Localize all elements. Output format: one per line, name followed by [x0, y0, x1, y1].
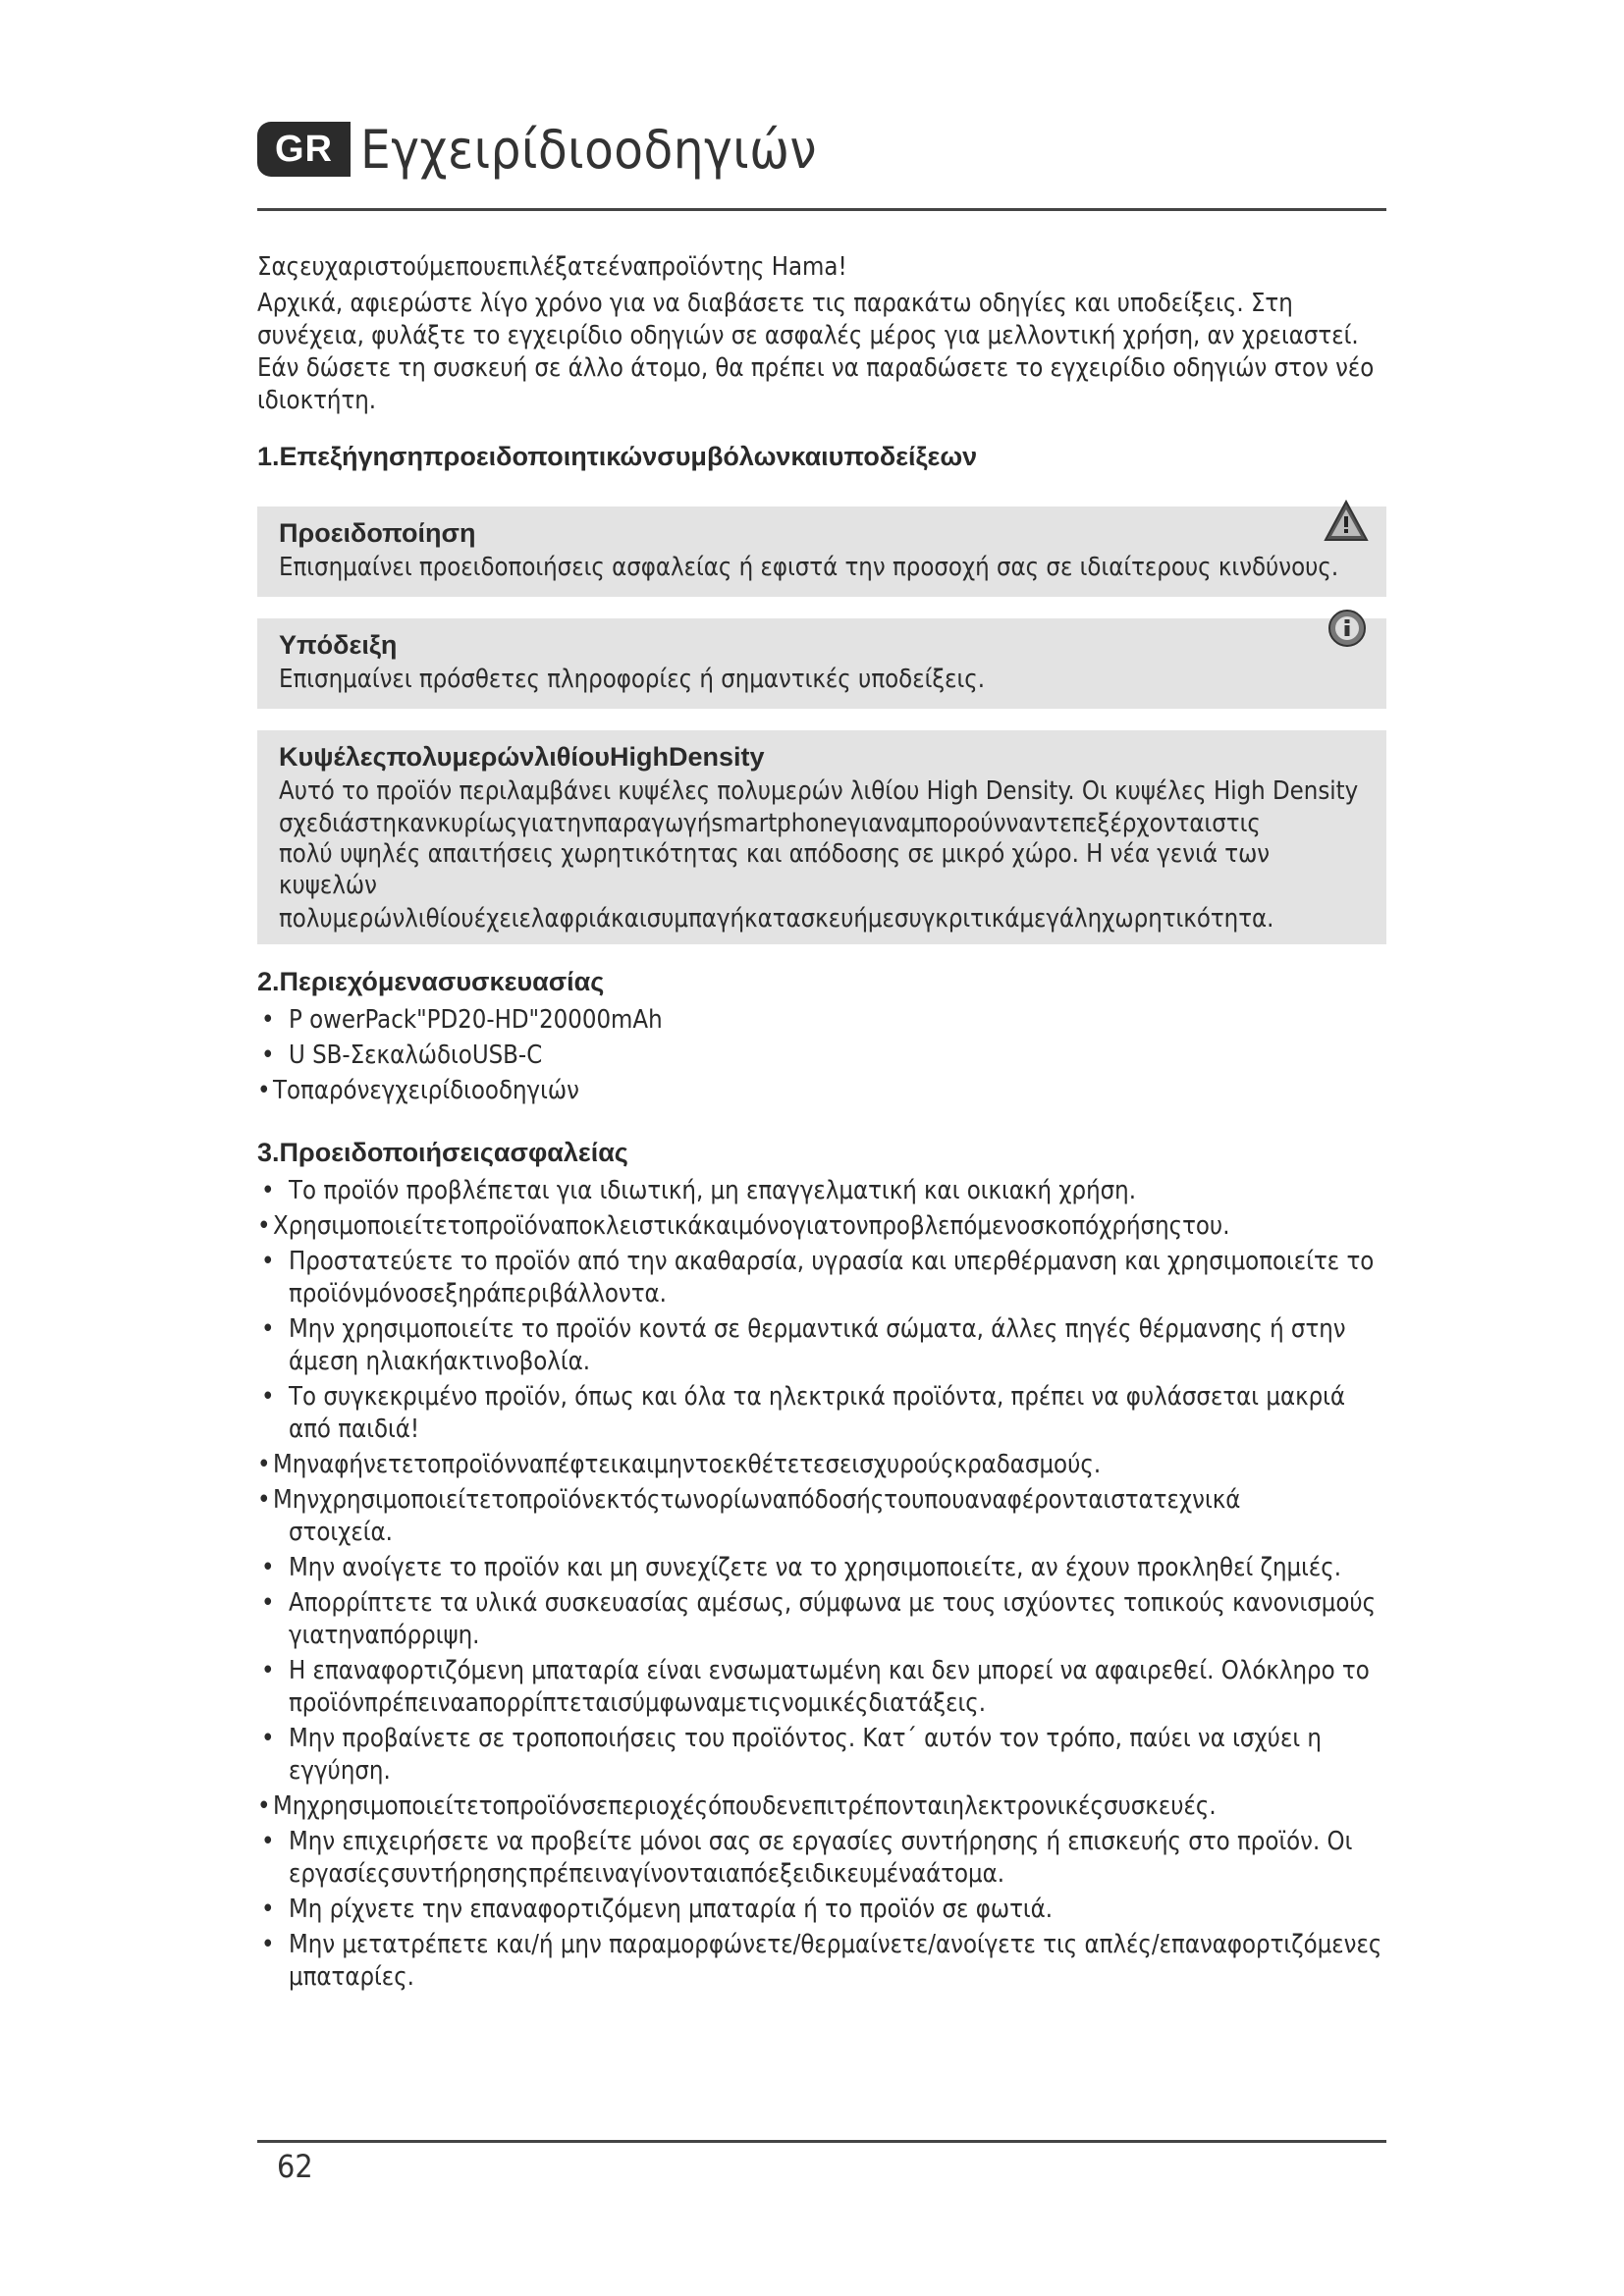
hint-box: [257, 618, 1386, 709]
section-2-title: 2.Περιεχόμενασυσκευασίας: [257, 967, 605, 996]
battery-line: πολύ υψηλές απαιτήσεις χωρητικότητας και απόδοσης σε μικρό χώρο. Η νέα γενιά των κυψελών: [279, 839, 1271, 900]
list-item: • Μηναφήνετετοπροϊόνναπέφτεικαιμηντοεκθέτετεσεισχυρούςκραδασμούς.: [257, 1449, 1386, 1481]
language-badge: GR: [257, 122, 351, 177]
list-item: • Η επαναφορτιζόμενη μπαταρία είναι ενσωματωμένη και δεν μπορεί να αφαιρεθεί. Ολόκληρο το προϊόνπρέπειναaπορρίπτεταισύμφωναμετιςνομικέςδιατάξεις.: [257, 1655, 1386, 1720]
list-item: • Μην μετατρέπετε και/ή μην παραμορφώνετε/θερμαίνετε/ανοίγετε τις απλές/επαναφορτιζόμενες μπαταρίες.: [257, 1929, 1386, 1994]
list-item-text: Μηνχρησιμοποιείτετοπροϊόνεκτόςτωνορίωναπόδοσήςτουπουαναφέρονταιστατεχνικά: [273, 1485, 1241, 1515]
list-item: [257, 1484, 1386, 1549]
battery-line: Αυτό το προϊόν περιλαμβάνει κυψέλες πολυμερών λιθίου High Density. Οι κυψέλες High Density: [279, 776, 1359, 806]
page-number: 62: [277, 2148, 313, 2185]
header-divider: [257, 208, 1386, 211]
warning-title: Προειδοποίηση: [279, 518, 476, 548]
list-item: • Χρησιμοποιείτετοπροϊόναποκλειστικάκαιμόνογιατονπροβλεπόμενοσκοπόχρήσηςτου.: [257, 1210, 1386, 1243]
battery-line: σχεδιάστηκανκυρίωςγιατηνπαραγωγήsmartphoneγιαναμπορούνναντεπεξέρχονταιστις: [279, 809, 1261, 838]
section-1-title: 1.Επεξήγησηπροειδοποιητικώνσυμβόλωνκαιυποδείξεων: [257, 442, 978, 471]
section-3-title: 3.Προειδοποιήσειςασφαλείας: [257, 1138, 628, 1167]
list-item: • Το προϊόν προβλέπεται για ιδιωτική, μη επαγγελματική και οικιακή χρήση.: [257, 1175, 1386, 1207]
list-item-continuation: στοιχεία.: [289, 1518, 393, 1547]
list-item: • Μη ρίχνετε την επαναφορτιζόμενη μπαταρία ή το προϊόν σε φωτιά.: [257, 1894, 1386, 1926]
list-item: • Απορρίπτετε τα υλικά συσκευασίας αμέσως, σύμφωνα με τους ισχύοντες τοπικούς κανονισμούς γιατηναπόρριψη.: [257, 1587, 1386, 1652]
list-item: • U SB-ΣεκαλώδιοUSB-C: [257, 1040, 1386, 1072]
intro: [257, 251, 1386, 417]
list-item: • Προστατεύετε το προϊόν από την ακαθαρσία, υγρασία και υπερθέρμανση και χρησιμοποιείτε το προϊόνμόνοσεξηράπεριβάλλοντα.: [257, 1246, 1386, 1310]
page-header: [257, 120, 817, 179]
list-item: • Τοπαρόνεγχειρίδιοοδηγιών: [257, 1075, 1386, 1107]
warning-text: Επισημαίνει προειδοποιήσεις ασφαλείας ή εφιστά την προσοχή σας σε ιδιαίτερους κινδύνους.: [279, 553, 1339, 582]
footer-divider: [257, 2140, 1386, 2143]
list-item: • Μην επιχειρήσετε να προβείτε μόνοι σας σε εργασίες συντήρησης ή επισκευής στο προϊόν. Οι εργασίεςσυντήρησηςπρέπειναγίνονταιαπόεξειδικευμέναάτομα.: [257, 1826, 1386, 1891]
battery-line: πολυμερώνλιθίουέχειελαφριάκαισυμπαγήκατασκευήμεσυγκριτικάμεγάληχωρητικότητα.: [279, 904, 1274, 934]
list-item: • Μην χρησιμοποιείτε το προϊόν κοντά σε θερμαντικά σώματα, άλλες πηγές θέρμανσης ή στην άμεση ηλιακήακτινοβολία.: [257, 1313, 1386, 1378]
hint-text: Επισημαίνει πρόσθετες πληροφορίες ή σημαντικές υποδείξεις.: [279, 665, 986, 694]
list-item: • P owerPack"PD20-HD"20000mAh: [257, 1004, 1386, 1037]
safety-list: [257, 1175, 1386, 1994]
intro-paragraph: Αρχικά, αφιερώστε λίγο χρόνο για να διαβάσετε τις παρακάτω οδηγίες και υποδείξεις. Στη συνέχεια, φυλάξτε το εγχειρίδιο οδηγιών σε ασφαλές μέρος για μελλοντική χρήση, αν χρειαστεί. Εάν δώσετε τη συσκευή σε άλλο άτομο, θα πρέπει να παραδώσετε το εγχειρίδιο οδηγιών στον νέο ιδιοκτήτη.: [257, 289, 1375, 415]
package-contents-list: [257, 1004, 1386, 1107]
battery-title: ΚυψέλεςπολυμερώνλιθίουHighDensity: [279, 742, 765, 772]
list-item: • Μηχρησιμοποιείτετοπροϊόνσεπεριοχέςόπουδενεπιτρέπονταιηλεκτρονικέςσυσκευές.: [257, 1790, 1386, 1823]
intro-thanks: Σαςευχαριστούμεπουεπιλέξατεέναπροϊόντης Hama!: [257, 252, 847, 282]
hint-title: Υπόδειξη: [279, 630, 398, 660]
list-item: • Μην ανοίγετε το προϊόν και μη συνεχίζετε να το χρησιμοποιείτε, αν έχουν προκληθεί ζημιές.: [257, 1552, 1386, 1584]
main-content: [257, 251, 1386, 1997]
info-circle-icon: [1327, 609, 1367, 648]
document-title: Εγχειρίδιοοδηγιών: [360, 118, 818, 181]
warning-triangle-icon: [1324, 499, 1369, 544]
list-item: • Το συγκεκριμένο προϊόν, όπως και όλα τα ηλεκτρικά προϊόντα, πρέπει να φυλάσσεται μακριά από παιδιά!: [257, 1381, 1386, 1446]
warning-box: [257, 507, 1386, 597]
list-item: • Μην προβαίνετε σε τροποποιήσεις του προϊόντος. Κατ΄ αυτόν τον τρόπο, παύει να ισχύει η εγγύηση.: [257, 1723, 1386, 1788]
battery-info-box: [257, 730, 1386, 944]
